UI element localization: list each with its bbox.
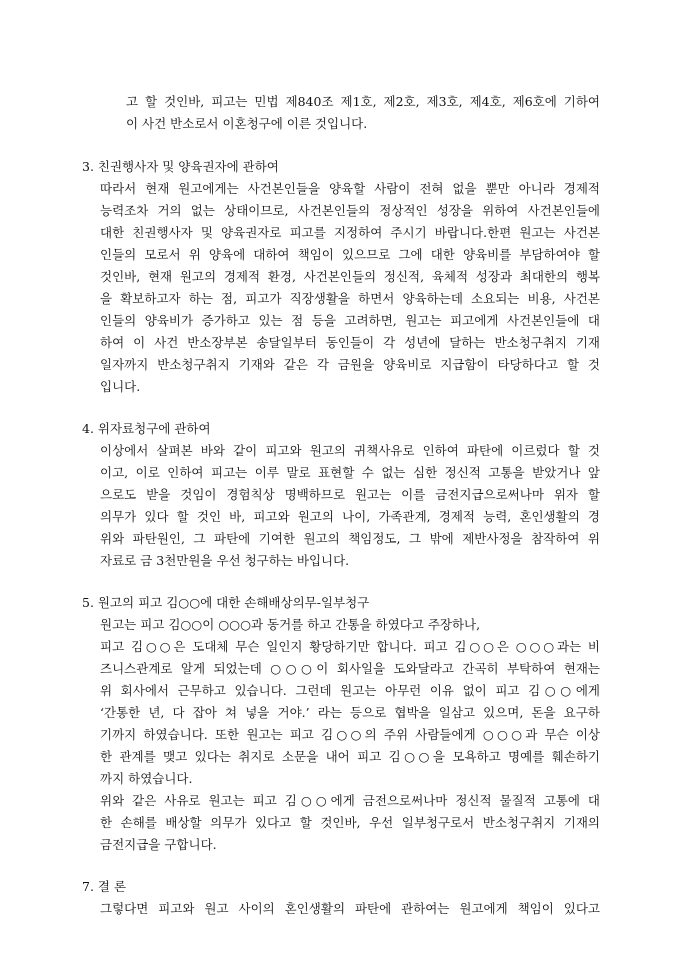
section5-line-10: 한 손해를 배상할 의무가 있다고 할 것인바, 우선 일부청구로서 반소청구취지 기재의	[100, 815, 600, 830]
section3-line-2: 능력조차 거의 없는 상태이므로, 사건본인들의 정상적인 성장을 위하여 사건본인들에	[100, 203, 600, 218]
section3-line-8: 하여 이 사건 반소장부본 송달일부터 동인들이 각 성년에 달하는 반소청구취지 기재	[100, 335, 600, 350]
section3-line-5: 것인바, 현재 원고의 경제적 환경, 사건본인들의 정신적, 육체적 성장과 최대한의 행복	[100, 269, 600, 284]
section5-line-4: 위 회사에서 근무하고 있습니다. 그런데 원고는 아무런 이유 없이 피고 김○○에게	[100, 683, 600, 698]
top-line-2: 이 사건 반소로서 이혼청구에 이른 것입니다.	[126, 116, 368, 131]
section3-line-9: 일자까지 반소청구취지 기재와 같은 각 금원을 양육비로 지급함이 타당하다고 할 것	[100, 357, 600, 372]
section3-line-6: 을 확보하고자 하는 점, 피고가 직장생활을 하면서 양육하는데 소요되는 비용, 사건본	[100, 291, 600, 306]
section3-line-1: 따라서 현재 원고에게는 사건본인들을 양육할 사람이 전혀 없을 뿐만 아니라 경제적	[100, 181, 600, 196]
section4-line-3: 으로도 받을 것임이 경험칙상 명백하므로 원고는 이를 금전지급으로써나마 위자 할	[100, 487, 600, 502]
section5-line-2: 피고 김○○은 도대체 무슨 일인지 황당하기만 합니다. 피고 김○○은 ○○○과는 비	[100, 639, 600, 654]
section4-line-2: 이고, 이로 인하여 피고는 이루 말로 표현할 수 없는 심한 정신적 고통을 받았거나 앞	[100, 465, 600, 480]
section5-line-5: ‘간통한 년, 다 잡아 쳐 넣을 거야.’ 라는 등으로 협박을 일삼고 있으며, 돈을 요구하	[100, 705, 600, 720]
section5-line-1: 원고는 피고 김○○이 ○○○과 동거를 하고 간통을 하였다고 주장하나,	[100, 617, 481, 632]
section4-line-6: 자료로 금 3천만원을 우선 청구하는 바입니다.	[100, 553, 350, 568]
section5-line-7: 한 관계를 맺고 있다는 취지로 소문을 내어 피고 김○○을 모욕하고 명예를 훼손하기	[100, 749, 600, 764]
section3-line-10: 입니다.	[100, 379, 141, 394]
section4-line-5: 위와 파탄원인, 그 파탄에 기여한 원고의 책임정도, 그 밖에 제반사정을 참작하여 위	[100, 531, 600, 546]
section3-line-3: 대한 친권행사자 및 양육권자로 피고를 지정하여 주시기 바랍니다.한편 원고는 사건본	[100, 225, 600, 240]
section4-line-1: 이상에서 살펴본 바와 같이 피고와 원고의 귀책사유로 인하여 파탄에 이르렀다 할 것	[100, 443, 600, 458]
section7-heading: 7. 결 론	[82, 879, 127, 894]
section3-line-7: 인들의 양육비가 증가하고 있는 점 등을 고려하면, 원고는 피고에게 사건본인들에 대	[100, 313, 600, 328]
section4-line-4: 의무가 있다 할 것인 바, 피고와 원고의 나이, 가족관계, 경제적 능력, 혼인생활의 경	[100, 509, 600, 524]
section5-line-11: 금전지급을 구합니다.	[100, 837, 217, 852]
section7-line-1: 그렇다면 피고와 원고 사이의 혼인생활의 파탄에 관하여는 원고에게 책임이 있다고	[100, 901, 600, 916]
section5-line-3: 즈니스관계로 알게 되었는데 ○○○이 회사일을 도와달라고 간곡히 부탁하여 현재는	[100, 661, 600, 676]
section5-line-9: 위와 같은 사유로 원고는 피고 김○○에게 금전으로써나마 정신적 물질적 고통에 대	[100, 793, 600, 808]
section5-line-6: 기까지 하였습니다. 또한 원고는 피고 김○○의 주위 사람들에게 ○○○과 무슨 이상	[100, 727, 600, 742]
section3-line-4: 인들의 모로서 위 양육에 대하여 책임이 있으므로 그에 대한 양육비를 부담하여야 할	[100, 247, 600, 262]
section5-line-8: 까지 하였습니다.	[100, 771, 193, 786]
top-line-1: 고 할 것인바, 피고는 민법 제840조 제1호, 제2호, 제3호, 제4호, 제6호에 기하여	[126, 94, 600, 109]
section3-heading: 3. 친권행사자 및 양육권자에 관하여	[82, 159, 279, 174]
section5-heading: 5. 원고의 피고 김○○에 대한 손해배상의무-일부청구	[82, 595, 370, 610]
section4-heading: 4. 위자료청구에 관하여	[82, 421, 211, 436]
